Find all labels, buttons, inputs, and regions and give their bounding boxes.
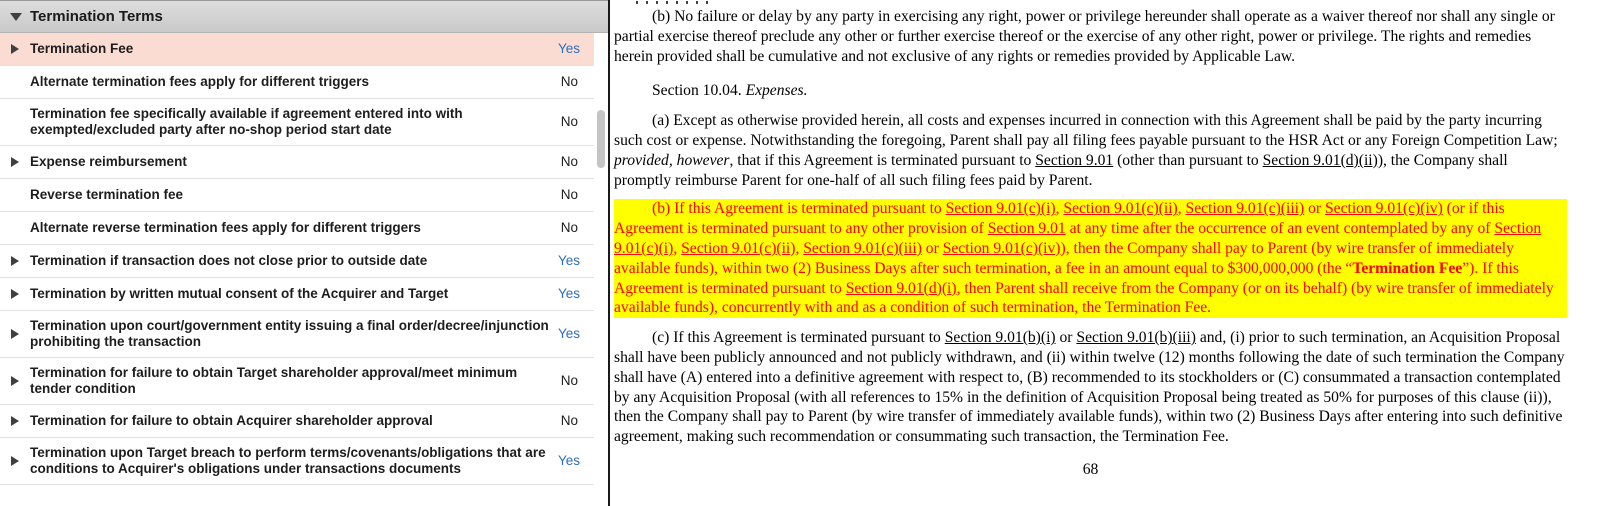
- clipped-text-fragment: [636, 1, 714, 4]
- disclosure-cell: [0, 376, 30, 386]
- term-row[interactable]: [0, 245, 594, 278]
- disclosure-cell: [0, 157, 30, 167]
- term-row[interactable]: [0, 99, 594, 146]
- disclosure-triangle-icon[interactable]: [11, 376, 19, 386]
- section-link[interactable]: Section 9.01(c)(iv): [1324, 200, 1443, 218]
- term-answer: No: [560, 373, 578, 388]
- term-answer: Yes: [558, 253, 581, 268]
- section-link[interactable]: Section 9.01(c)(i): [945, 200, 1056, 218]
- paragraph-waiver: [614, 7, 1567, 66]
- text-segment: or: [1055, 329, 1077, 347]
- document-page: [610, 1, 1600, 480]
- terms-list: [0, 33, 594, 485]
- text-segment: ), then the Company shall pay to Parent (by wire transfer of immediately available funds), within two (2) Business Days after such termination, a fee in an amount equal to $300,000,000 (the “: [614, 239, 1514, 277]
- term-row[interactable]: [0, 33, 594, 66]
- term-label: Termination for failure to obtain Target shareholder approval/meet minimum tender condition: [30, 365, 518, 396]
- term-label: Expense reimbursement: [30, 154, 187, 169]
- text-segment: (b) If this Agreement is terminated pursuant to: [652, 200, 946, 218]
- text-segment: and, (i) prior to such termination, an Acquisition Proposal shall have been publicly announced and not publicly withdrawn, and (ii) within twelve (12) months following the date of such termination the Company shall have (A) entered into a definitive agreement with respect to, (B) recommended to its stockholders or (C) consummated a transaction contemplated by any Acquisition Proposal (with all references to 15% in the definition of Acquisition Proposal being treated as 50% for purposes of this clause (ii)), then the Company shall pay to Parent (by wire transfer of immediately available funds), within two (2) Business Days after entering into such definitive agreement, making such recommendation or consummating such transaction, the Termination Fee.: [614, 329, 1565, 446]
- section-link[interactable]: Section 9.01: [1035, 151, 1114, 169]
- text-segment: or: [921, 239, 943, 257]
- disclosure-cell: [0, 190, 30, 200]
- text-segment: ,: [795, 239, 804, 257]
- text-segment: (or if this Agreement is terminated pursuant to any other provision of: [614, 200, 1505, 238]
- term-label: Termination if transaction does not close prior to outside date: [30, 253, 428, 268]
- section-link[interactable]: Section 9.01(d)(ii): [1262, 151, 1378, 169]
- term-row[interactable]: [0, 358, 594, 405]
- disclosure-triangle-icon[interactable]: [11, 329, 19, 339]
- section-title: Termination Terms: [30, 8, 163, 25]
- term-row[interactable]: [0, 405, 594, 438]
- text-segment: Termination Fee: [1352, 259, 1463, 277]
- term-answer: Yes: [558, 326, 581, 341]
- text-segment: (a) Except as otherwise provided herein, all costs and expenses incurred in connection with this Agreement shall be paid by the party incurring such cost or expense. Notwithstanding the foregoing, Parent shall pay all filing fees payable pursuant to the HSR Act or any Foreign Competition Law;: [614, 112, 1558, 149]
- paragraph-termination-fee-highlight: [614, 199, 1567, 318]
- term-label: Alternate termination fees apply for different triggers: [30, 74, 370, 89]
- document-viewer: [608, 0, 1600, 506]
- section-link[interactable]: Section 9.01(c)(iii): [1185, 200, 1305, 218]
- text-segment: , then Parent shall receive from the Company (or on its behalf) (by wire transfer of immediately available funds), concurrently with and as a condition of such termination, the Termination Fee.: [614, 279, 1554, 317]
- left-panel-scrollbar[interactable]: [596, 0, 607, 506]
- term-label: Termination for failure to obtain Acquirer shareholder approval: [30, 413, 433, 428]
- term-label: Termination fee specifically available if agreement entered into with exempted/excluded party after no-shop period start date: [30, 106, 463, 137]
- term-label: Reverse termination fee: [30, 187, 184, 202]
- section-link[interactable]: Section 9.01(b)(i): [944, 329, 1056, 347]
- text-segment: Expenses.: [745, 82, 808, 100]
- text-segment: ”). If this Agreement is terminated pursuant to: [614, 259, 1519, 297]
- section-link[interactable]: Section 9.01(c)(iii): [803, 239, 922, 257]
- section-link[interactable]: Section 9.01(c)(iv): [942, 239, 1061, 257]
- text-segment: (c) If this Agreement is terminated pursuant to: [652, 329, 945, 347]
- term-row[interactable]: [0, 179, 594, 212]
- section-link[interactable]: Section 9.01(d)(i): [845, 279, 957, 297]
- disclosure-triangle-icon[interactable]: [11, 44, 19, 54]
- term-answer: No: [560, 154, 578, 169]
- collapse-triangle-icon[interactable]: [10, 13, 22, 21]
- text-segment: at any time after the occurrence of an event contemplated by any of: [1065, 220, 1495, 238]
- disclosure-cell: [0, 456, 30, 466]
- disclosure-cell: [0, 289, 30, 299]
- term-row[interactable]: [0, 278, 594, 311]
- disclosure-triangle-icon[interactable]: [11, 416, 19, 426]
- term-label: Alternate reverse termination fees apply for different triggers: [30, 220, 421, 235]
- disclosure-triangle-icon[interactable]: [11, 256, 19, 266]
- disclosure-cell: [0, 256, 30, 266]
- section-heading-10-04: [614, 81, 1567, 101]
- disclosure-cell: [0, 416, 30, 426]
- text-segment: (b) No failure or delay by any party in exercising any right, power or privilege hereunder shall operate as a waiver thereof nor shall any single or partial exercise thereof preclude any other or further exercise thereof or the exercise of any other right, power or privilege. The rights and remedies herein provided shall be cumulative and not exclusive of any rights or remedies provided by Applicable Law.: [614, 8, 1555, 65]
- disclosure-cell: [0, 223, 30, 233]
- term-row[interactable]: [0, 146, 594, 179]
- text-segment: ,: [1177, 200, 1186, 218]
- scrollbar-thumb[interactable]: [597, 110, 605, 168]
- term-answer: Yes: [558, 41, 581, 56]
- paragraph-expenses-a: [614, 111, 1567, 190]
- term-answer: No: [560, 187, 578, 202]
- page-number: 68: [1082, 460, 1099, 478]
- disclosure-triangle-icon[interactable]: [11, 289, 19, 299]
- section-link[interactable]: Section 9.01(b)(iii): [1076, 329, 1196, 347]
- term-label: Termination upon Target breach to perform terms/covenants/obligations that are conditions to Acquirer's obligations under transactions documents: [30, 445, 546, 476]
- section-link[interactable]: Section 9.01(c)(ii): [681, 239, 796, 257]
- section-link[interactable]: Section 9.01(c)(i): [614, 220, 1542, 257]
- term-answer: Yes: [558, 286, 581, 301]
- disclosure-triangle-icon[interactable]: [11, 456, 19, 466]
- term-label: Termination upon court/government entity issuing a final order/decree/injunction prohibiting the transaction: [30, 318, 549, 349]
- term-row[interactable]: [0, 212, 594, 245]
- term-row[interactable]: [0, 66, 594, 99]
- text-segment: (other than pursuant to: [1113, 151, 1263, 169]
- text-segment: ,: [673, 239, 682, 257]
- text-segment: or: [1304, 200, 1325, 218]
- text-segment: provided, however: [614, 151, 730, 169]
- term-answer: No: [560, 413, 578, 428]
- terms-panel: [0, 0, 608, 506]
- paragraph-expenses-c: [614, 328, 1567, 447]
- text-segment: ,: [1055, 200, 1064, 218]
- term-row[interactable]: [0, 438, 594, 485]
- text-segment: ), the Company shall promptly reimburse Parent for one-half of all such filing fees paid by Parent.: [614, 151, 1508, 189]
- text-segment: , that if this Agreement is terminated pursuant to: [729, 151, 1036, 169]
- text-segment: Section 10.04.: [652, 82, 746, 100]
- section-link[interactable]: Section 9.01: [987, 220, 1066, 238]
- disclosure-cell: [0, 44, 30, 54]
- term-answer: No: [560, 74, 578, 89]
- term-label: Termination Fee: [30, 41, 134, 56]
- term-answer: No: [560, 114, 578, 129]
- disclosure-cell: [0, 329, 30, 339]
- term-label: Termination by written mutual consent of the Acquirer and Target: [30, 286, 449, 301]
- disclosure-cell: [0, 77, 30, 87]
- term-row[interactable]: [0, 311, 594, 358]
- disclosure-cell: [0, 117, 30, 127]
- disclosure-triangle-icon[interactable]: [11, 157, 19, 167]
- term-answer: Yes: [558, 453, 581, 468]
- terms-section-header[interactable]: [0, 0, 608, 33]
- section-link[interactable]: Section 9.01(c)(ii): [1063, 200, 1178, 218]
- term-answer: No: [560, 220, 578, 235]
